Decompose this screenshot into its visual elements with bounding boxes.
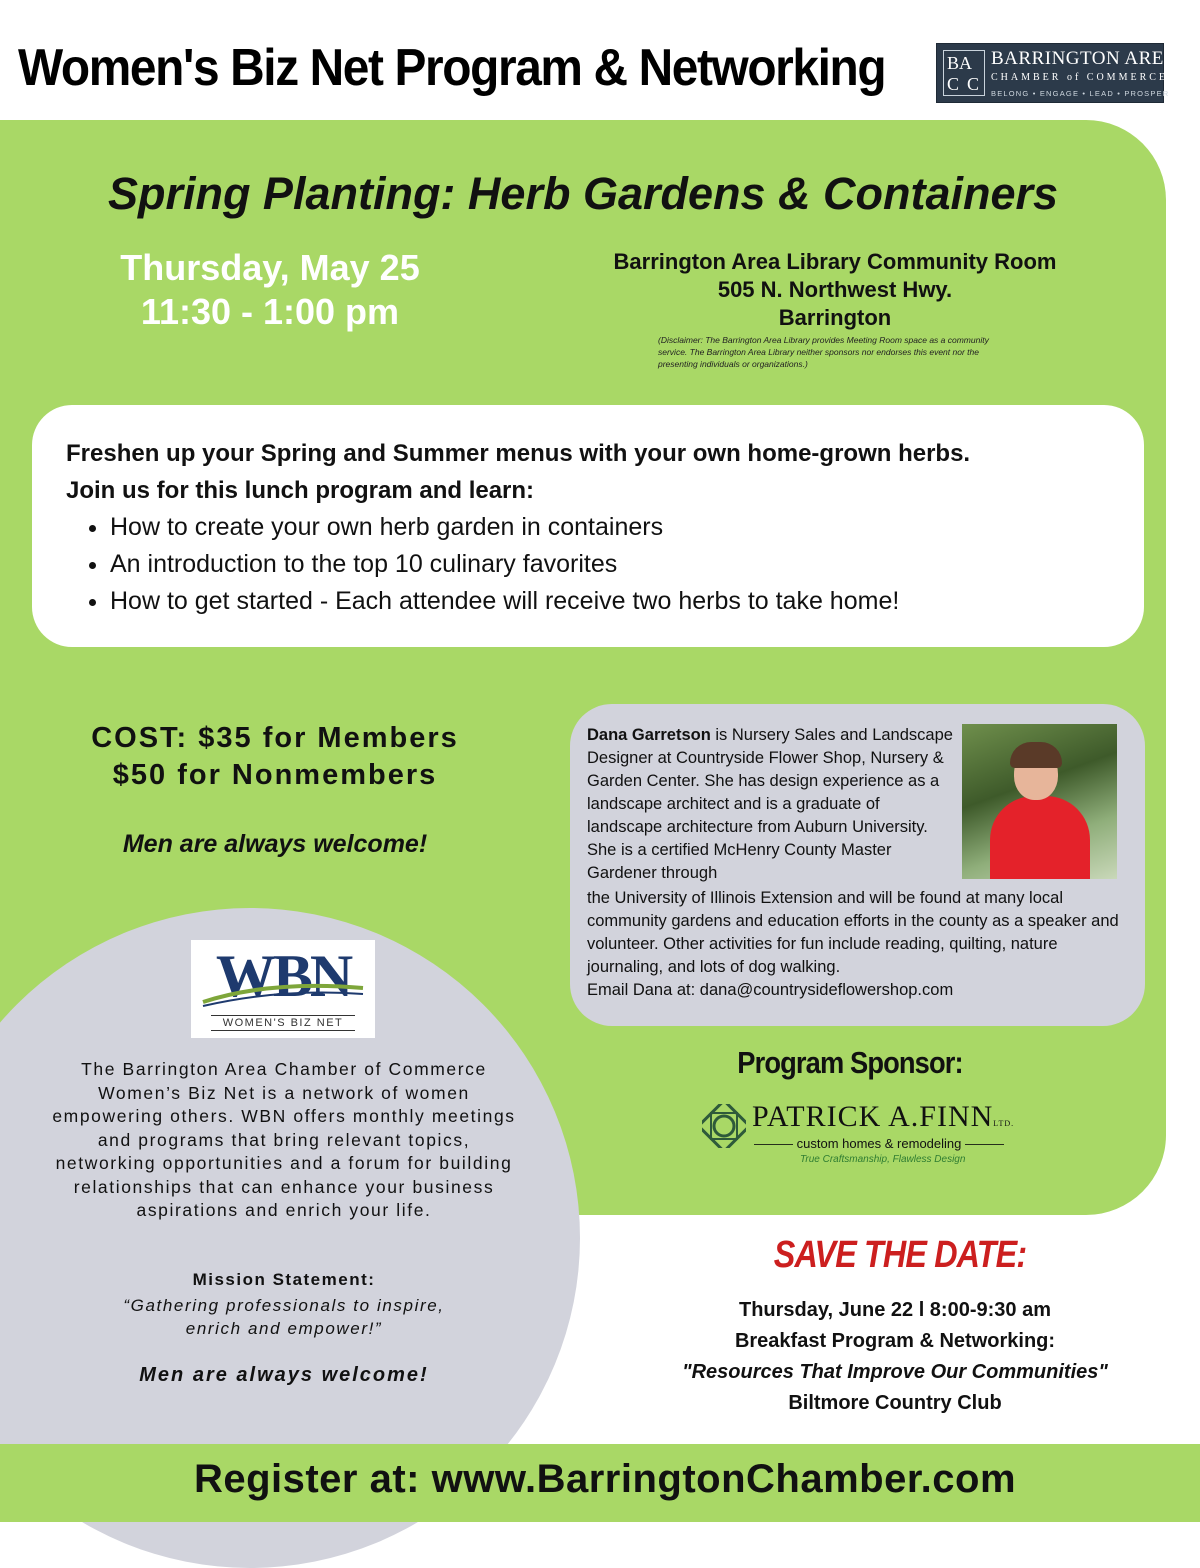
venue-name: Barrington Area Library Community Room [613,249,1057,274]
intro-bullet: • How to create your own herb garden in containers [110,509,1110,546]
speaker-bio [587,724,955,885]
save-date-line-3: "Resources That Improve Our Communities" [682,1361,1108,1383]
save-date-line-4: Biltmore Country Club [788,1392,1002,1414]
mission-heading: Mission Statement: [192,1270,376,1289]
sponsor-name [752,1100,1014,1134]
venue-city: Barrington [778,305,892,330]
register-link[interactable]: Register at: www.BarringtonChamber.com [193,1457,1017,1501]
sponsor-subtitle: ——— custom homes & remodeling ——— [754,1136,1004,1151]
chamber-monogram [943,50,985,96]
cost-members: COST: $35 for Members [91,722,459,754]
sponsor-subtitle-text: custom homes & remodeling [796,1136,962,1151]
wbn-logo-letters: WBN [215,943,351,1009]
sponsor-ltd: LTD. [993,1119,1015,1128]
speaker-bio-continued [587,887,1127,1002]
mission-line-1: “Gathering professionals to inspire, [123,1296,445,1315]
wbn-logo-subtitle: WOMEN'S BIZ NET [211,1015,355,1031]
monogram-c1: C [947,74,960,94]
celtic-knot-icon [702,1104,746,1148]
speaker-photo [962,724,1117,879]
speaker-email[interactable]: Email Dana at: dana@countrysideflowershop.com [587,981,954,999]
intro-box [32,405,1144,647]
chamber-subtitle: CHAMBER of COMMERCE [991,72,1169,83]
save-date-line-1: Thursday, June 22 l 8:00-9:30 am [739,1299,1051,1321]
intro-bullets [66,509,1110,620]
intro-bullet: • How to get started - Each attendee will receive two herbs to take home! [110,583,1110,620]
men-welcome-note: Men are always welcome! [122,830,428,858]
intro-bullet: • An introduction to the top 10 culinary favorites [110,546,1110,583]
event-title: Spring Planting: Herb Gardens & Containers [107,168,1059,219]
chamber-name: BARRINGTON AREA [991,48,1179,69]
men-welcome-note-2: Men are always welcome! [139,1364,429,1386]
wbn-logo [191,940,375,1038]
sponsor-tagline: True Craftsmanship, Flawless Design [800,1154,966,1165]
venue-disclaimer: (Disclaimer: The Barrington Area Library provides Meeting Room space as a community service. The Barrington Area Library neither sponsors nor endorses this event nor the presenting individuals or organizations.) [658,335,989,369]
wbn-description: The Barrington Area Chamber of Commerce Women’s Biz Net is a network of women empowering others. WBN offers monthly meetings and programs that bring relevant topics, networking opportunities and a forum for building relationships that can enhance your business aspirations and enrich your life. [52,1059,516,1220]
speaker-bio-part-2: the University of Illinois Extension and will be found at many local community gardens and education efforts in the county as a speaker and volunteer. Other activities for fun include reading, quilting, nature journaling, and lots of dog walking. [587,889,1119,976]
photo-figure-body [990,796,1090,879]
speaker-name: Dana Garretson [587,726,711,744]
save-date-line-2: Breakfast Program & Networking: [734,1330,1056,1352]
cost-block [30,720,520,794]
intro-line-1: Freshen up your Spring and Summer menus with your own home-grown herbs. [66,440,971,467]
cost-nonmembers: $50 for Nonmembers [112,759,438,791]
event-datetime [40,246,500,334]
event-venue [560,248,1110,332]
event-date: Thursday, May 25 [120,247,420,288]
event-time: 11:30 - 1:00 pm [140,291,400,332]
chamber-tagline: BELONG • ENGAGE • LEAD • PROSPER [991,89,1170,98]
sponsor-logo [702,1100,1015,1168]
save-the-date-details [630,1295,1160,1419]
wbn-swoosh-icon [201,980,365,1008]
monogram-ba: BA [947,53,973,73]
intro-line-2: Join us for this lunch program and learn: [66,477,535,504]
photo-figure-hair [1010,742,1062,768]
mission-line-2: enrich and empower!” [185,1319,383,1338]
speaker-bio-part-1: is Nursery Sales and Landscape Designer at Countryside Flower Shop, Nursery & Garden Center. She has design experience as a landscape architect and is a graduate of landscape architecture from Auburn University. She is a certified McHenry County Master Gardener through [587,726,953,882]
sponsor-name-text: PATRICK A.FINN [752,1100,994,1133]
venue-address: 505 N. Northwest Hwy. [717,277,953,302]
sponsor-heading: Program Sponsor: [737,1045,963,1080]
monogram-c2: C [967,74,980,94]
page-title: Women's Biz Net Program & Networking [18,39,886,97]
mission-statement [50,1294,518,1340]
chamber-logo [936,43,1179,103]
save-the-date-heading: SAVE THE DATE: [773,1234,1027,1276]
